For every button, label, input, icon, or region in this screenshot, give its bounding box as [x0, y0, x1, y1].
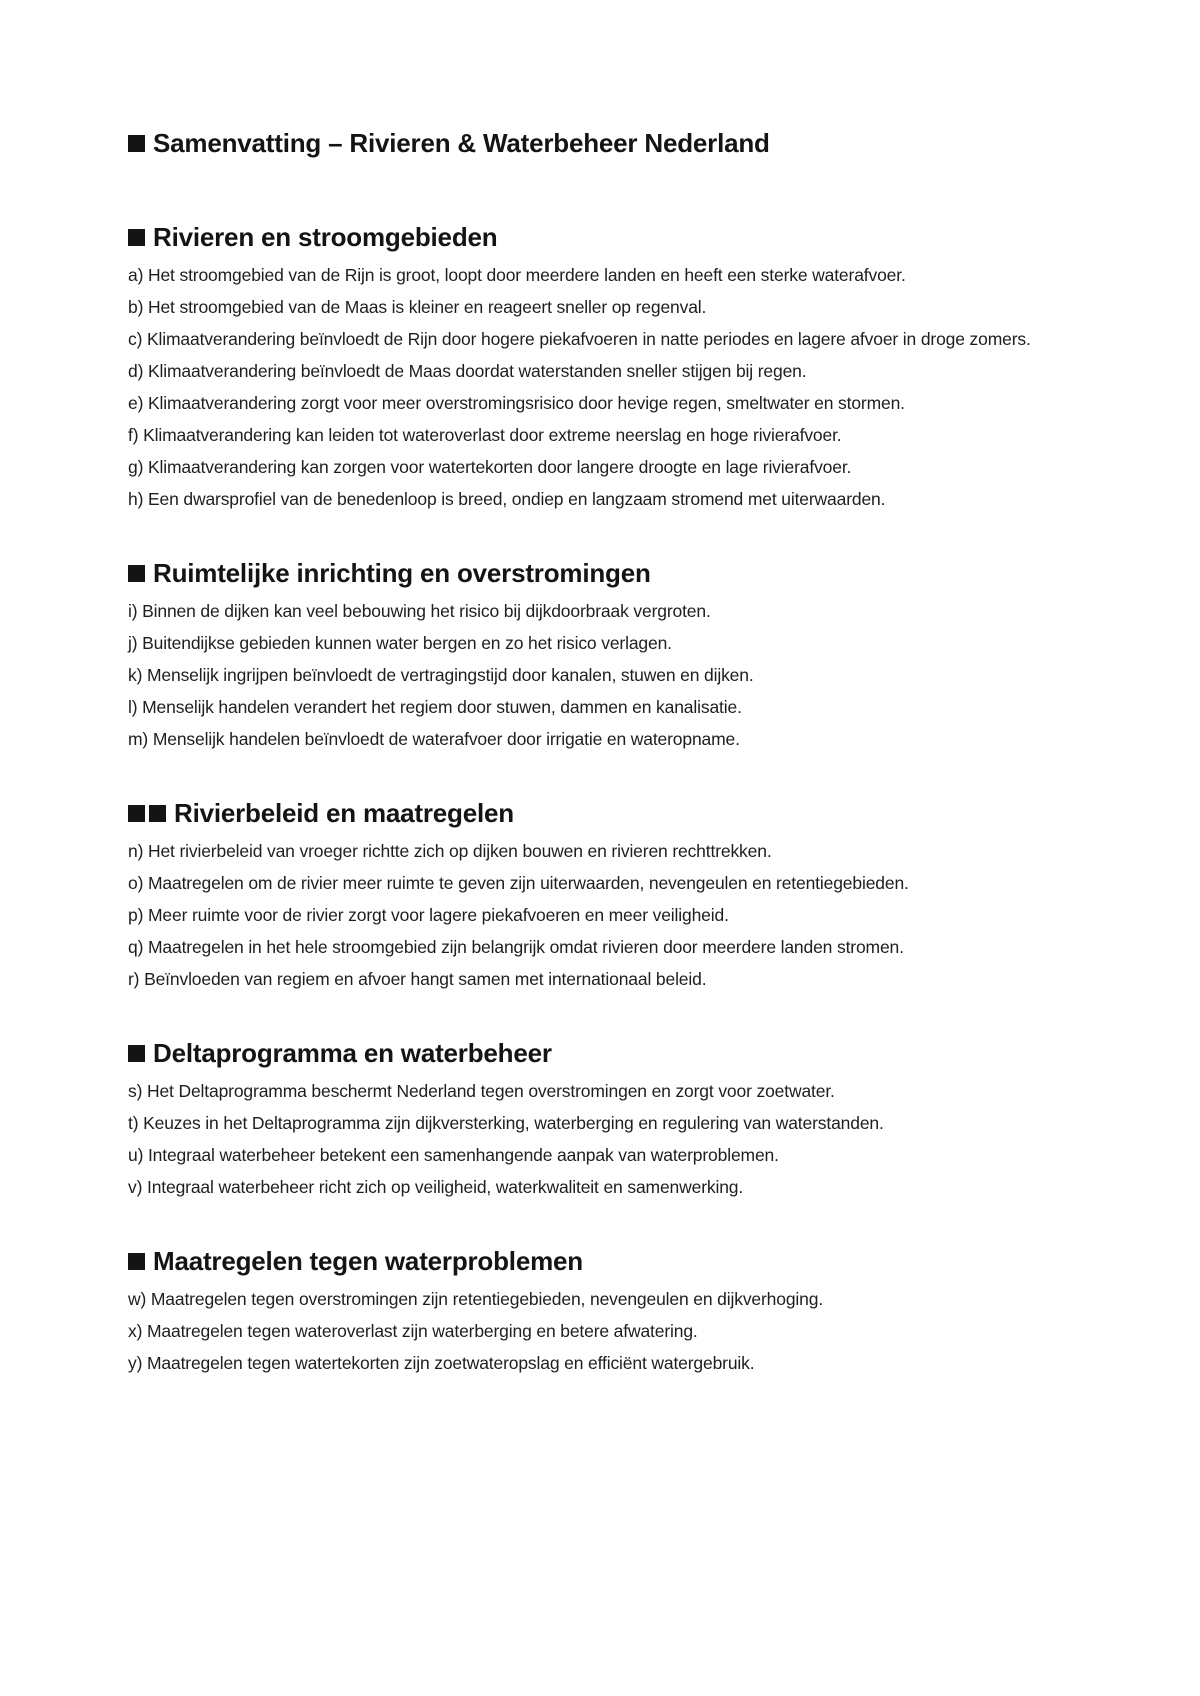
section-heading-text: Rivierbeleid en maatregelen	[174, 798, 514, 828]
list-item: b) Het stroomgebied van de Maas is kleiner en reageert sneller op regenval.	[128, 297, 707, 317]
section	[128, 1244, 1088, 1376]
list-item: n) Het rivierbeleid van vroeger richtte zich op dijken bouwen en rivieren rechttrekken.	[128, 841, 772, 861]
list-item: r) Beïnvloeden van regiem en afvoer hangt samen met internationaal beleid.	[128, 969, 707, 989]
list-item: o) Maatregelen om de rivier meer ruimte te geven zijn uiterwaarden, nevengeulen en retentiegebieden.	[128, 873, 909, 893]
list-item: m) Menselijk handelen beïnvloedt de waterafvoer door irrigatie en wateropname.	[128, 729, 740, 749]
section-item-list	[128, 1079, 1088, 1200]
list-item: t) Keuzes in het Deltaprogramma zijn dijkversterking, waterberging en regulering van waterstanden.	[128, 1113, 884, 1133]
section-heading-text: Deltaprogramma en waterbeheer	[153, 1038, 552, 1068]
square-bullet-icon	[128, 805, 166, 822]
section-heading	[128, 556, 1088, 590]
square-bullet-icon	[128, 1253, 145, 1270]
square-bullet-icon	[128, 229, 145, 246]
document-content	[128, 126, 1088, 1420]
list-item: i) Binnen de dijken kan veel bebouwing het risico bij dijkdoorbraak vergroten.	[128, 601, 711, 621]
document-title	[128, 126, 1088, 160]
list-item: v) Integraal waterbeheer richt zich op veiligheid, waterkwaliteit en samenwerking.	[128, 1177, 744, 1197]
square-bullet-icon	[128, 565, 145, 582]
list-item: k) Menselijk ingrijpen beïnvloedt de vertragingstijd door kanalen, stuwen en dijken.	[128, 665, 754, 685]
list-item: y) Maatregelen tegen watertekorten zijn zoetwateropslag en efficiënt watergebruik.	[128, 1353, 755, 1373]
section-heading	[128, 1036, 1088, 1070]
section-heading-text: Maatregelen tegen waterproblemen	[153, 1246, 583, 1276]
list-item: w) Maatregelen tegen overstromingen zijn retentiegebieden, nevengeulen en dijkverhoging.	[128, 1289, 824, 1309]
section	[128, 1036, 1088, 1200]
section	[128, 796, 1088, 992]
square-bullet-icon	[128, 135, 145, 152]
section-heading	[128, 1244, 1088, 1278]
list-item: f) Klimaatverandering kan leiden tot wateroverlast door extreme neerslag en hoge rivierafvoer.	[128, 425, 842, 445]
list-item: e) Klimaatverandering zorgt voor meer overstromingsrisico door hevige regen, smeltwater en stormen.	[128, 393, 905, 413]
section-item-list	[128, 263, 1088, 512]
list-item: q) Maatregelen in het hele stroomgebied zijn belangrijk omdat rivieren door meerdere landen stromen.	[128, 937, 904, 957]
list-item: l) Menselijk handelen verandert het regiem door stuwen, dammen en kanalisatie.	[128, 697, 742, 717]
section-heading-text: Ruimtelijke inrichting en overstromingen	[153, 558, 651, 588]
section	[128, 220, 1088, 512]
square-bullet-icon	[128, 1045, 145, 1062]
section-item-list	[128, 599, 1088, 752]
section-heading	[128, 796, 1088, 830]
document-title-text: Samenvatting – Rivieren & Waterbeheer Nederland	[153, 128, 770, 158]
list-item: a) Het stroomgebied van de Rijn is groot, loopt door meerdere landen en heeft een sterke waterafvoer.	[128, 265, 906, 285]
section-heading	[128, 220, 1088, 254]
list-item: h) Een dwarsprofiel van de benedenloop is breed, ondiep en langzaam stromend met uiterwaarden.	[128, 489, 886, 509]
section	[128, 556, 1088, 752]
list-item: g) Klimaatverandering kan zorgen voor watertekorten door langere droogte en lage rivierafvoer.	[128, 457, 852, 477]
section-item-list	[128, 1287, 1088, 1376]
list-item: p) Meer ruimte voor de rivier zorgt voor lagere piekafvoeren en meer veiligheid.	[128, 905, 729, 925]
list-item: c) Klimaatverandering beïnvloedt de Rijn door hogere piekafvoeren in natte periodes en lagere afvoer in droge zomers.	[128, 329, 1031, 349]
sections-container	[128, 220, 1088, 1376]
section-item-list	[128, 839, 1088, 992]
list-item: x) Maatregelen tegen wateroverlast zijn waterberging en betere afwatering.	[128, 1321, 698, 1341]
list-item: s) Het Deltaprogramma beschermt Nederland tegen overstromingen en zorgt voor zoetwater.	[128, 1081, 835, 1101]
list-item: u) Integraal waterbeheer betekent een samenhangende aanpak van waterproblemen.	[128, 1145, 779, 1165]
list-item: d) Klimaatverandering beïnvloedt de Maas doordat waterstanden sneller stijgen bij regen.	[128, 361, 807, 381]
list-item: j) Buitendijkse gebieden kunnen water bergen en zo het risico verlagen.	[128, 633, 672, 653]
section-heading-text: Rivieren en stroomgebieden	[153, 222, 498, 252]
